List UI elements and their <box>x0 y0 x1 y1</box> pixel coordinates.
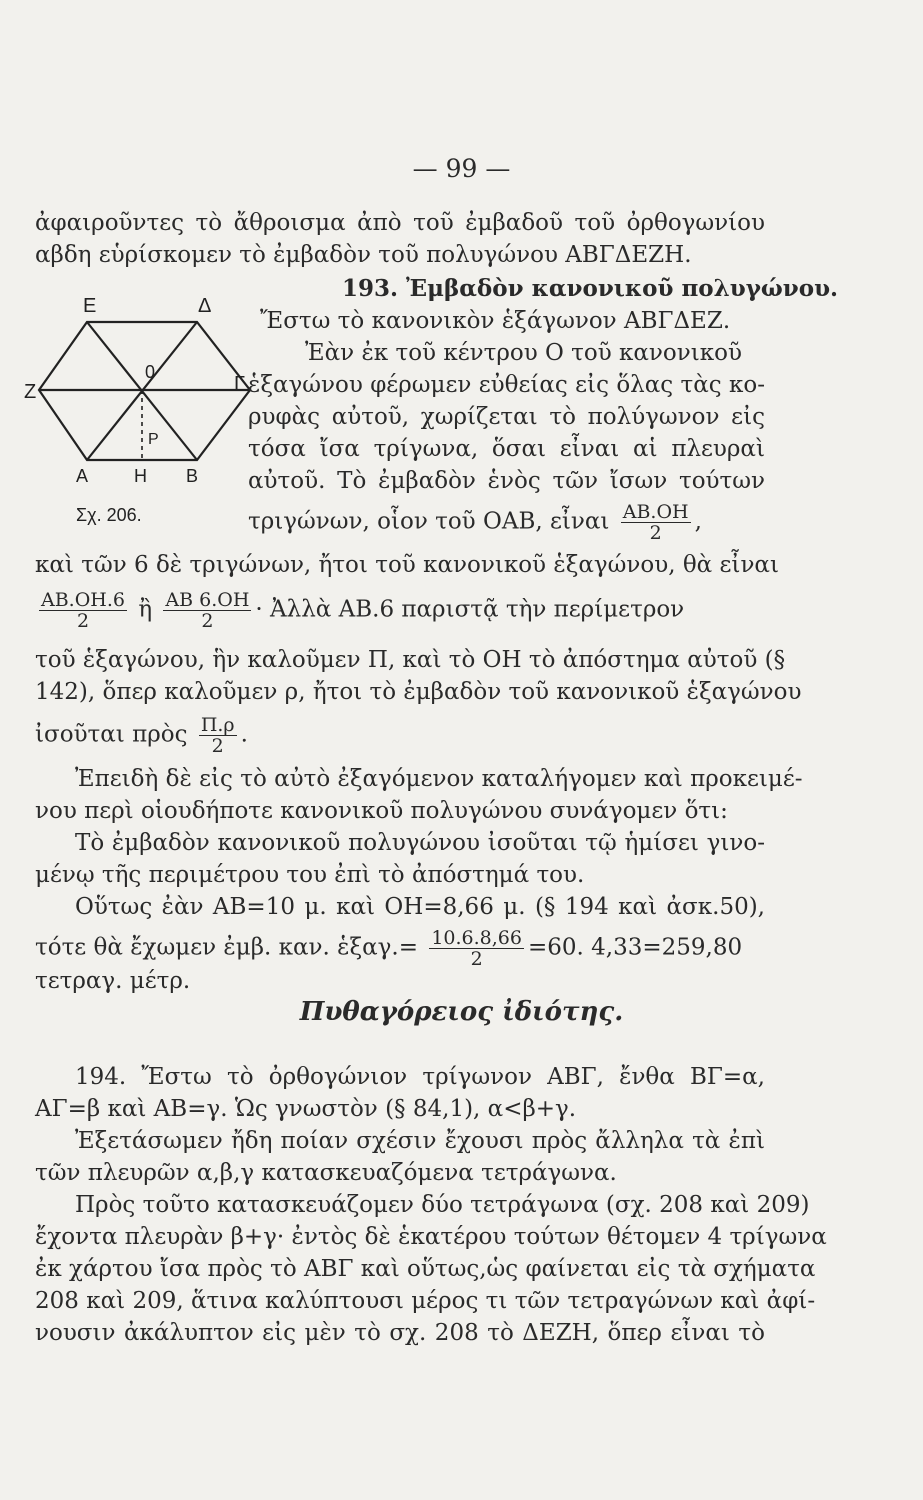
center-label-O: 0 <box>145 362 156 382</box>
text-line: Ἐὰν ἐκ τοῦ κέντρου Ο τοῦ κανονικοῦ <box>305 340 742 366</box>
fraction-numerator: ΑΒ.ΟΗ.6 <box>41 589 125 611</box>
text-segment: =60. 4,33=259,80 <box>527 934 743 961</box>
text-segment: · Ἀλλὰ ΑΒ.6 παριστᾷ τὴν περίμετρον <box>255 596 685 623</box>
text-line: ρυφὰς αὐτοῦ, χωρίζεται τὸ πολύγωνον εἰς <box>248 404 765 430</box>
fraction <box>429 928 524 969</box>
fraction-denominator: 2 <box>211 735 224 757</box>
fraction-numerator: ΑΒ.ΟΗ <box>622 501 689 523</box>
text-line: ἑξαγώνου φέρωμεν εὐθείας εἰς ὅλας τὰς κο- <box>248 372 765 398</box>
vertex-label-D: Δ <box>198 295 212 317</box>
fraction-denominator: 2 <box>470 948 483 970</box>
vertex-label-Z: Ζ <box>24 381 37 403</box>
text-line: 142), ὅπερ καλοῦμεν ρ, ἤτοι τὸ ἐμβαδὸν τοῦ κανονικοῦ ἑξαγώνου <box>35 679 802 705</box>
vertex-label-E: Ε <box>83 295 97 317</box>
text-line: Ἔστω τὸ κανονικὸν ἑξάγωνον ΑΒΓΔΕΖ. <box>260 308 731 334</box>
fraction <box>39 590 127 631</box>
text-line: ἀφαιροῦντες τὸ ἄθροισμα ἀπὸ τοῦ ἐμβαδοῦ τοῦ ὀρθογωνίου <box>35 210 765 236</box>
text-line: 194. Ἔστω τὸ ὀρθογώνιον τρίγωνον ΑΒΓ, ἔνθα ΒΓ=α, <box>75 1064 765 1090</box>
text-line: καὶ τῶν 6 δὲ τριγώνων, ἤτοι τοῦ κανονικοῦ ἑξαγώνου, θὰ εἶναι <box>35 552 779 578</box>
text-line: Ἐξετάσωμεν ἤδη ποίαν σχέσιν ἔχουσι πρὸς ἄλληλα τὰ ἐπὶ <box>75 1128 765 1154</box>
fraction-denominator: 2 <box>201 610 214 632</box>
text-line: Ἐπειδὴ δὲ εἰς τὸ αὐτὸ ἐξαγόμενον καταλήγομεν καὶ προκειμέ- <box>75 766 803 792</box>
text-line: 208 καὶ 209, ἅτινα καλύπτουσι μέρος τι τῶν τετραγώνων καὶ ἀφί- <box>35 1288 816 1314</box>
fraction-numerator: 10.6.8,66 <box>431 927 522 949</box>
fraction <box>621 502 691 543</box>
fraction-denominator: 2 <box>76 610 90 632</box>
text-segment: ἢ <box>138 596 153 623</box>
text-line: ἔχοντα πλευρὰν β+γ· ἐντὸς δὲ ἑκατέρου τούτων θέτομεν 4 τρίγωνα <box>35 1224 827 1250</box>
text-line: τριγώνων, οἷον τοῦ ΟΑΒ, εἶναι $\frac{AB.OH}{2}$ , <box>248 501 702 544</box>
vertex-label-G: Γ <box>234 373 246 395</box>
text-segment: τότε θὰ ἔχωμεν ἐμβ. καν. ἑξαγ.= <box>35 934 418 961</box>
text-line: νου περὶ οἱουδήποτε κανονικοῦ πολυγώνου συνάγομεν ὅτι: <box>35 798 728 824</box>
text-line: αβδη εὑρίσκομεν τὸ ἐμβαδὸν τοῦ πολυγώνου ΑΒΓΔΕΖΗ. <box>35 242 692 268</box>
figure-caption: Σχ. 206. <box>76 505 142 525</box>
text-line: τοῦ ἑξαγώνου, ἣν καλοῦμεν Π, καὶ τὸ ΟΗ τὸ ἀπόστημα αὐτοῦ (§ <box>35 647 786 673</box>
fraction-denominator: 2 <box>649 522 662 544</box>
text-line: τῶν πλευρῶν α,β,γ κατασκευαζόμενα τετράγωνα. <box>35 1160 617 1186</box>
point-label-H: Η <box>134 466 147 486</box>
page-number: — 99 — <box>412 154 511 183</box>
fraction-numerator: Π.ρ <box>200 714 235 736</box>
text-line <box>35 590 684 631</box>
text-line <box>35 928 742 969</box>
vertex-label-A: Α <box>76 466 89 486</box>
text-segment: ἰσοῦται πρὸς <box>35 721 188 748</box>
text-line: ΑΓ=β καὶ ΑΒ=γ. Ὡς γνωστὸν (§ 84,1), α<β+γ. <box>35 1096 577 1122</box>
fraction-numerator: ΑΒ 6.ΟΗ <box>165 589 250 611</box>
text-line: νουσιν ἀκάλυπτον εἰς μὲν τὸ σχ. 208 τὸ ΔΕΖΗ, ὅπερ εἶναι τὸ <box>35 1320 765 1346</box>
section-heading: 193. Ἐμβαδὸν κανονικοῦ πολυγώνου. <box>342 275 839 302</box>
text-line: Τὸ ἐμβαδὸν κανονικοῦ πολυγώνου ἰσοῦται τῷ ἡμίσει γινο- <box>75 830 765 856</box>
text-line: ἰσοῦται πρὸς $\frac{\Pi.\rho}{2}$ . <box>35 714 248 757</box>
point-label-P: Ρ <box>148 431 159 448</box>
text-line: ἐκ χάρτου ἴσα πρὸς τὸ ΑΒΓ καὶ οὕτως,ὡς φαίνεται εἰς τὰ σχήματα <box>35 1256 816 1282</box>
section-title: Πυθαγόρειος ἰδιότης. <box>299 997 624 1027</box>
text-line: Πρὸς τοῦτο κατασκευάζομεν δύο τετράγωνα (σχ. 208 καὶ 209) <box>75 1192 810 1218</box>
vertex-label-B: Β <box>186 466 199 486</box>
text-line: τόσα ἴσα τρίγωνα, ὅσαι εἶναι αἱ πλευραὶ <box>248 436 765 462</box>
text-line: τετραγ. μέτρ. <box>35 968 191 994</box>
fraction <box>163 590 251 631</box>
text-line: αὐτοῦ. Τὸ ἐμβαδὸν ἑνὸς τῶν ἴσων τούτων <box>248 468 765 494</box>
hexagon-figure <box>24 290 253 530</box>
fraction <box>199 715 237 756</box>
text-line: Οὕτως ἐὰν ΑΒ=10 μ. καὶ ΟΗ=8,66 μ. (§ 194 καὶ ἀσκ.50), <box>75 894 765 920</box>
text-segment: τριγώνων, οἷον τοῦ ΟΑΒ, εἶναι <box>248 508 610 535</box>
text-line: μένῳ τῆς περιμέτρου του ἐπὶ τὸ ἀπόστημά του. <box>35 862 585 888</box>
